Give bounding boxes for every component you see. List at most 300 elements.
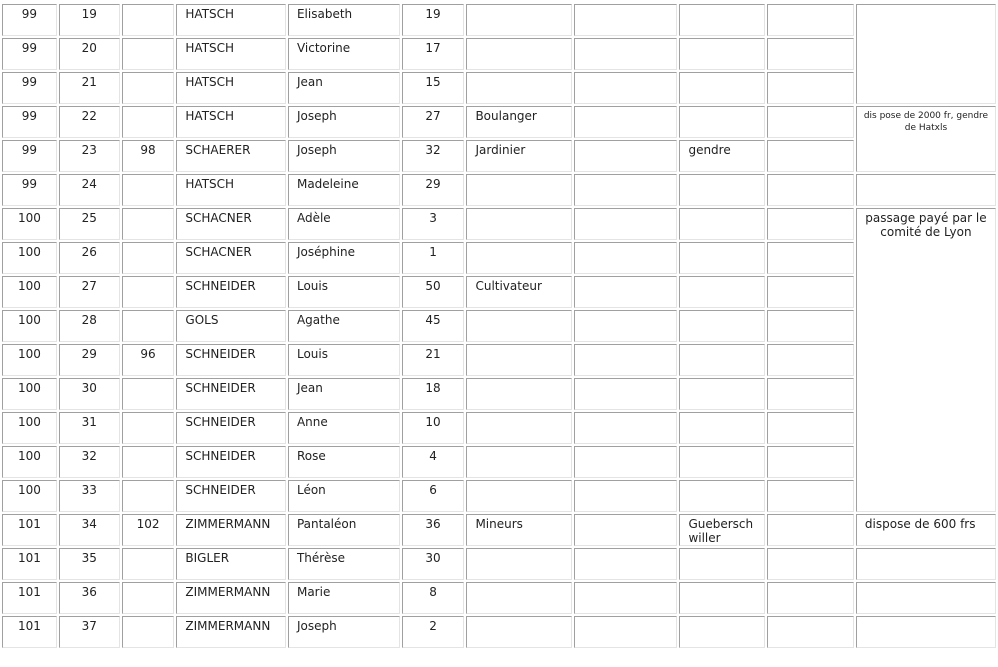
page-number-text: 101 [17, 551, 41, 565]
reference-number-cell [122, 616, 175, 648]
table-row [2, 106, 996, 138]
reference-number-text [123, 277, 174, 279]
entry-number-cell [59, 548, 120, 580]
empty-column-cell [767, 140, 854, 172]
age-cell [402, 514, 465, 546]
entry-number-text: 37 [81, 619, 97, 633]
age-cell [402, 480, 465, 512]
reference-number-cell [122, 378, 175, 410]
first-name-cell [288, 174, 400, 206]
entry-number-text: 31 [81, 415, 97, 429]
empty-column-text [575, 277, 676, 279]
page-number-text: 101 [17, 585, 41, 599]
remark-text: dis pose de 2000 fr, gendre de Hatxls [863, 111, 989, 133]
occupation-cell [466, 72, 572, 104]
reference-number-text: 98 [140, 143, 156, 157]
surname-cell [176, 548, 286, 580]
empty-column-cell [574, 4, 677, 36]
empty-column-text [768, 39, 853, 41]
remarks-cell [856, 548, 996, 580]
reference-number-text [123, 413, 174, 415]
age-text: 17 [425, 41, 441, 55]
empty-column-cell [767, 208, 854, 240]
empty-column-cell [767, 548, 854, 580]
surname-cell [176, 174, 286, 206]
reference-number-text [123, 481, 174, 483]
empty-column-text [768, 447, 853, 449]
table-row [2, 446, 996, 478]
occupation-cell [466, 480, 572, 512]
remarks-cell [856, 208, 996, 512]
page-number-text: 100 [17, 313, 41, 327]
surname-cell [176, 72, 286, 104]
occupation-text [467, 311, 571, 313]
age-cell [402, 276, 465, 308]
table-row [2, 514, 996, 546]
relation-text [680, 379, 763, 381]
occupation-cell [466, 412, 572, 444]
relation-text [680, 549, 763, 551]
age-text: 30 [425, 551, 441, 565]
reference-number-text: 102 [136, 517, 160, 531]
surname-cell [176, 242, 286, 274]
page-number-text: 100 [17, 279, 41, 293]
occupation-text: Cultivateur [475, 279, 542, 293]
page-number-text: 99 [21, 177, 38, 191]
first-name-text: Thérèse [296, 551, 345, 565]
page-number-text: 99 [21, 41, 38, 55]
page-number-cell [2, 412, 57, 444]
reference-number-cell [122, 140, 175, 172]
surname-text: SCHNEIDER [185, 347, 256, 361]
entry-number-text: 28 [81, 313, 97, 327]
empty-column-cell [767, 480, 854, 512]
age-cell [402, 378, 465, 410]
reference-number-cell [122, 310, 175, 342]
age-cell [402, 548, 465, 580]
first-name-cell [288, 72, 400, 104]
entry-number-text: 34 [81, 517, 97, 531]
age-text: 10 [425, 415, 441, 429]
empty-column-text [768, 243, 853, 245]
entry-number-cell [59, 208, 120, 240]
age-cell [402, 72, 465, 104]
empty-column-text [575, 617, 676, 619]
reference-number-text [123, 583, 174, 585]
empty-column-text [768, 515, 853, 517]
occupation-cell [466, 106, 572, 138]
occupation-text [467, 549, 571, 551]
table-row [2, 38, 996, 70]
surname-cell [176, 412, 286, 444]
first-name-text: Jean [296, 75, 323, 89]
entry-number-cell [59, 378, 120, 410]
surname-cell [176, 276, 286, 308]
empty-column-cell [574, 480, 677, 512]
empty-column-cell [767, 38, 854, 70]
reference-number-cell [122, 412, 175, 444]
first-name-text: Adèle [296, 211, 331, 225]
empty-column-cell [574, 514, 677, 546]
empty-column-cell [574, 344, 677, 376]
surname-cell [176, 480, 286, 512]
empty-column-cell [574, 378, 677, 410]
page-number-text: 100 [17, 211, 41, 225]
page-number-text: 100 [17, 245, 41, 259]
relation-text [680, 107, 763, 109]
page-number-cell [2, 72, 57, 104]
entry-number-text: 22 [81, 109, 97, 123]
relation-cell [679, 582, 764, 614]
empty-column-cell [767, 242, 854, 274]
reference-number-text [123, 549, 174, 551]
occupation-text: Boulanger [475, 109, 537, 123]
age-cell [402, 582, 465, 614]
page-number-cell [2, 140, 57, 172]
surname-cell [176, 344, 286, 376]
reference-number-cell [122, 582, 175, 614]
empty-column-cell [767, 72, 854, 104]
first-name-text: Pantaléon [296, 517, 357, 531]
relation-cell [679, 276, 764, 308]
age-text: 36 [425, 517, 441, 531]
page-number-cell [2, 174, 57, 206]
entry-number-cell [59, 310, 120, 342]
surname-cell [176, 4, 286, 36]
occupation-cell [466, 616, 572, 648]
relation-text [680, 617, 763, 619]
relation-text [680, 5, 763, 7]
first-name-text: Anne [296, 415, 328, 429]
first-name-cell [288, 480, 400, 512]
relation-cell [679, 140, 764, 172]
first-name-cell [288, 514, 400, 546]
first-name-text: Louis [296, 279, 328, 293]
entry-number-cell [59, 514, 120, 546]
occupation-cell [466, 344, 572, 376]
surname-text: SCHAERER [185, 143, 251, 157]
age-cell [402, 106, 465, 138]
reference-number-cell [122, 38, 175, 70]
first-name-text: Elisabeth [296, 7, 353, 21]
empty-column-text [768, 175, 853, 177]
page-number-text: 100 [17, 415, 41, 429]
surname-cell [176, 514, 286, 546]
reference-number-text [123, 73, 174, 75]
occupation-cell [466, 38, 572, 70]
reference-number-cell [122, 514, 175, 546]
reference-number-cell [122, 4, 175, 36]
empty-column-cell [574, 582, 677, 614]
empty-column-text [768, 311, 853, 313]
surname-text: ZIMMERMANN [185, 585, 271, 599]
empty-column-text [575, 447, 676, 449]
table-row [2, 616, 996, 648]
entry-number-text: 35 [81, 551, 97, 565]
reference-number-cell [122, 174, 175, 206]
empty-column-text [575, 549, 676, 551]
entry-number-cell [59, 140, 120, 172]
empty-column-text [575, 345, 676, 347]
page-number-cell [2, 582, 57, 614]
first-name-text: Marie [296, 585, 331, 599]
table-row [2, 140, 996, 172]
empty-column-text [768, 73, 853, 75]
empty-column-text [768, 141, 853, 143]
first-name-cell [288, 616, 400, 648]
relation-text [680, 209, 763, 211]
first-name-text: Joseph [296, 619, 337, 633]
occupation-text [467, 379, 571, 381]
page-number-text: 101 [17, 619, 41, 633]
occupation-text [467, 243, 571, 245]
occupation-cell [466, 548, 572, 580]
empty-column-text [575, 73, 676, 75]
entry-number-text: 25 [81, 211, 97, 225]
empty-column-text [575, 107, 676, 109]
surname-text: ZIMMERMANN [185, 619, 271, 633]
page-number-cell [2, 4, 57, 36]
first-name-cell [288, 4, 400, 36]
page-number-text: 100 [17, 449, 41, 463]
empty-column-cell [767, 344, 854, 376]
page-number-text: 99 [21, 143, 38, 157]
surname-text: BIGLER [185, 551, 230, 565]
relation-text [680, 413, 763, 415]
relation-text [680, 243, 763, 245]
page-number-cell [2, 344, 57, 376]
first-name-cell [288, 582, 400, 614]
empty-column-cell [574, 208, 677, 240]
table-row [2, 242, 996, 274]
remarks-cell [856, 106, 996, 172]
reference-number-text [123, 617, 174, 619]
surname-text: SCHNEIDER [185, 415, 256, 429]
reference-number-cell [122, 242, 175, 274]
page-number-cell [2, 378, 57, 410]
empty-column-cell [574, 38, 677, 70]
reference-number-text [123, 209, 174, 211]
relation-text [680, 481, 763, 483]
empty-column-cell [767, 310, 854, 342]
surname-text: SCHNEIDER [185, 279, 256, 293]
relation-cell [679, 72, 764, 104]
entry-number-text: 30 [81, 381, 97, 395]
first-name-cell [288, 310, 400, 342]
occupation-text [467, 447, 571, 449]
first-name-cell [288, 412, 400, 444]
first-name-text: Rose [296, 449, 326, 463]
empty-column-cell [574, 276, 677, 308]
occupation-text [467, 617, 571, 619]
remarks-cell [856, 514, 996, 546]
surname-cell [176, 38, 286, 70]
first-name-text: Victorine [296, 41, 351, 55]
surname-cell [176, 582, 286, 614]
age-text: 29 [425, 177, 441, 191]
surname-text: SCHNEIDER [185, 381, 256, 395]
surname-cell [176, 616, 286, 648]
occupation-cell [466, 276, 572, 308]
occupation-text: Mineurs [475, 517, 523, 531]
occupation-cell [466, 446, 572, 478]
page-number-text: 99 [21, 75, 38, 89]
empty-column-text [575, 209, 676, 211]
age-cell [402, 242, 465, 274]
page-number-text: 100 [17, 381, 41, 395]
page-number-cell [2, 242, 57, 274]
entry-number-cell [59, 242, 120, 274]
age-cell [402, 412, 465, 444]
entry-number-text: 27 [81, 279, 97, 293]
relation-cell [679, 514, 764, 546]
empty-column-text [575, 175, 676, 177]
age-text: 32 [425, 143, 441, 157]
table-row [2, 4, 996, 36]
occupation-text [467, 209, 571, 211]
surname-text: SCHNEIDER [185, 449, 256, 463]
age-text: 27 [425, 109, 441, 123]
age-cell [402, 344, 465, 376]
empty-column-text [575, 311, 676, 313]
entry-number-cell [59, 276, 120, 308]
age-cell [402, 310, 465, 342]
page-number-cell [2, 446, 57, 478]
page-number-cell [2, 548, 57, 580]
relation-cell [679, 242, 764, 274]
remark-text: dispose de 600 frs [864, 517, 976, 531]
entry-number-cell [59, 446, 120, 478]
table-row [2, 378, 996, 410]
entry-number-cell [59, 72, 120, 104]
relation-cell [679, 174, 764, 206]
relation-text: Guebersch willer [688, 517, 754, 545]
occupation-text [467, 481, 571, 483]
age-text: 15 [425, 75, 441, 89]
surname-text: HATSCH [185, 41, 235, 55]
empty-column-cell [574, 412, 677, 444]
age-cell [402, 208, 465, 240]
empty-column-text [768, 549, 853, 551]
age-text: 18 [425, 381, 441, 395]
age-cell [402, 140, 465, 172]
relation-cell [679, 208, 764, 240]
empty-column-cell [767, 106, 854, 138]
page-number-cell [2, 208, 57, 240]
table-row [2, 310, 996, 342]
empty-column-cell [574, 548, 677, 580]
empty-column-cell [574, 106, 677, 138]
empty-column-cell [767, 412, 854, 444]
empty-column-text [768, 107, 853, 109]
empty-column-cell [574, 242, 677, 274]
occupation-text [467, 413, 571, 415]
entry-number-cell [59, 582, 120, 614]
reference-number-cell [122, 446, 175, 478]
age-cell [402, 38, 465, 70]
table-body [2, 4, 996, 648]
age-text: 21 [425, 347, 441, 361]
entry-number-text: 24 [81, 177, 97, 191]
first-name-text: Agathe [296, 313, 340, 327]
entry-number-text: 32 [81, 449, 97, 463]
first-name-cell [288, 344, 400, 376]
age-cell [402, 174, 465, 206]
empty-column-cell [767, 582, 854, 614]
occupation-text [467, 583, 571, 585]
empty-column-text [575, 481, 676, 483]
relation-text [680, 277, 763, 279]
first-name-cell [288, 446, 400, 478]
reference-number-text [123, 107, 174, 109]
entry-number-cell [59, 106, 120, 138]
entry-number-text: 29 [81, 347, 97, 361]
entry-number-text: 26 [81, 245, 97, 259]
relation-cell [679, 480, 764, 512]
surname-cell [176, 446, 286, 478]
age-cell [402, 616, 465, 648]
first-name-cell [288, 208, 400, 240]
reference-number-text: 96 [140, 347, 156, 361]
first-name-cell [288, 242, 400, 274]
surname-cell [176, 140, 286, 172]
first-name-text: Joséphine [296, 245, 356, 259]
relation-cell [679, 344, 764, 376]
age-text: 3 [429, 211, 437, 225]
empty-column-cell [767, 4, 854, 36]
first-name-text: Madeleine [296, 177, 359, 191]
reference-number-text [123, 379, 174, 381]
page-number-cell [2, 480, 57, 512]
occupation-text [467, 73, 571, 75]
surname-cell [176, 310, 286, 342]
remarks-cell [856, 616, 996, 648]
empty-column-cell [574, 446, 677, 478]
table-row [2, 548, 996, 580]
relation-text [680, 73, 763, 75]
empty-column-text [575, 379, 676, 381]
reference-number-text [123, 39, 174, 41]
relation-text [680, 39, 763, 41]
relation-cell [679, 106, 764, 138]
empty-column-text [768, 617, 853, 619]
first-name-text: Louis [296, 347, 328, 361]
empty-column-cell [574, 616, 677, 648]
surname-text: GOLS [185, 313, 219, 327]
empty-column-cell [767, 378, 854, 410]
age-text: 50 [425, 279, 441, 293]
relation-cell [679, 616, 764, 648]
occupation-text [467, 345, 571, 347]
relation-text [680, 583, 763, 585]
age-text: 4 [429, 449, 437, 463]
empty-column-text [768, 5, 853, 7]
empty-column-cell [574, 310, 677, 342]
empty-column-text [768, 379, 853, 381]
first-name-cell [288, 276, 400, 308]
page-number-cell [2, 276, 57, 308]
entry-number-cell [59, 480, 120, 512]
reference-number-cell [122, 276, 175, 308]
empty-column-cell [574, 174, 677, 206]
occupation-cell [466, 208, 572, 240]
entry-number-text: 33 [81, 483, 97, 497]
page-number-cell [2, 106, 57, 138]
first-name-text: Joseph [296, 143, 337, 157]
table-row [2, 412, 996, 444]
empty-column-text [768, 345, 853, 347]
page-number-text: 99 [21, 109, 38, 123]
